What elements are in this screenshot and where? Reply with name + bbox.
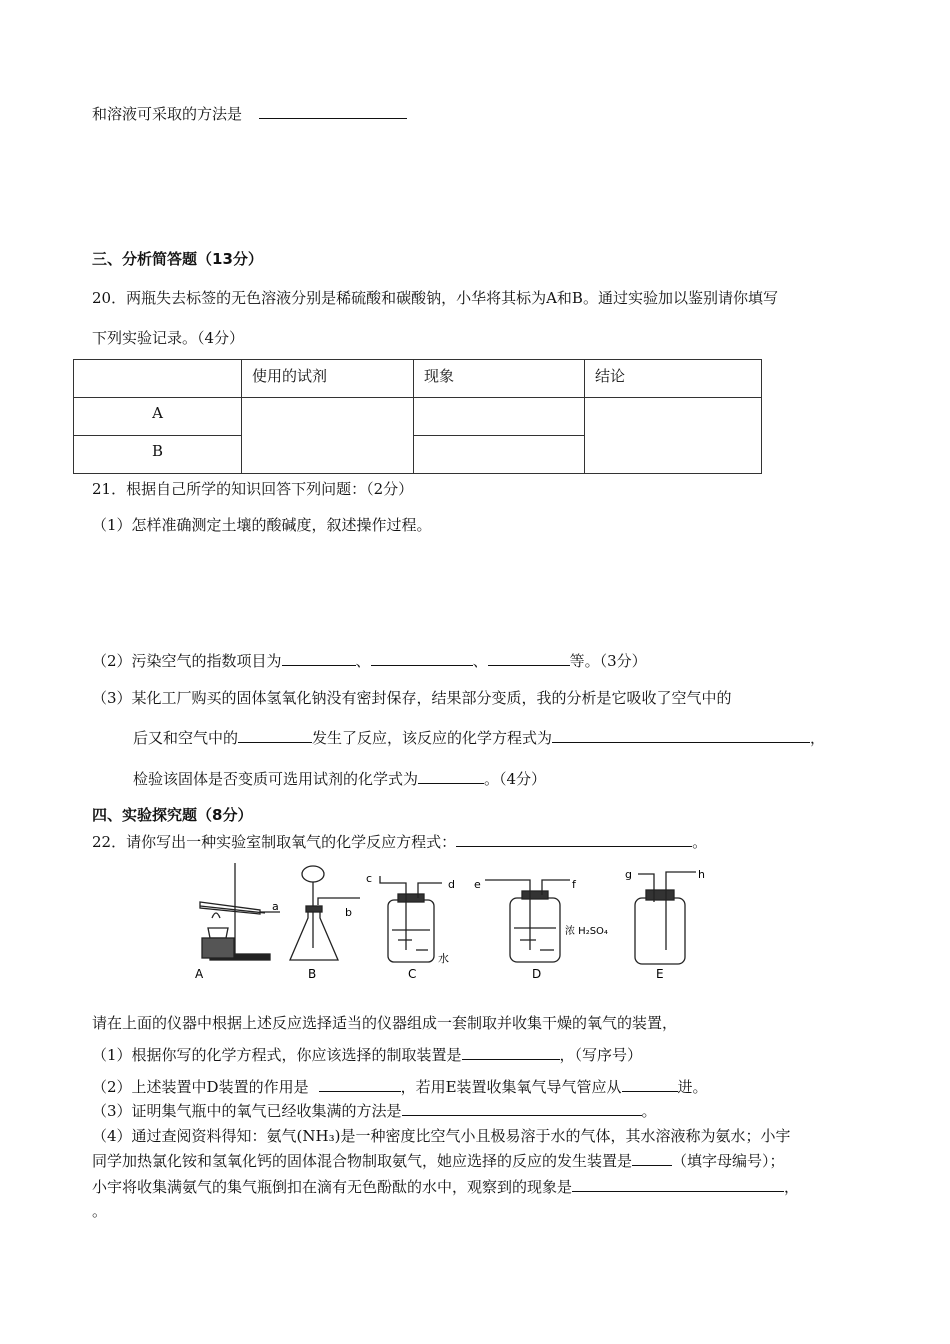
q22-p4-line2-end: （填字母编号）； <box>672 1152 785 1170</box>
phenomenon-b-cell[interactable] <box>414 436 585 474</box>
q22-p2-end: 进。 <box>677 1078 708 1096</box>
port-g: g <box>625 868 632 881</box>
port-e: e <box>474 878 481 891</box>
device-blank[interactable] <box>462 1045 560 1060</box>
q19-tail-text: 和溶液可采取的方法是 <box>92 105 243 123</box>
oxygen-equation-blank[interactable] <box>456 832 692 847</box>
q21-p3-line2 <box>133 727 825 748</box>
label-d: D <box>532 967 542 981</box>
apparatus-figure <box>180 858 770 988</box>
d-role-blank[interactable] <box>319 1077 401 1092</box>
full-check-blank[interactable] <box>402 1101 642 1116</box>
q21-p3-line2-b: 发生了反应，该反应的化学方程式为 <box>312 729 553 747</box>
q22-p2-mid: ，若用E装置收集氧气导气管应从 <box>400 1078 622 1096</box>
reactant-blank[interactable] <box>238 728 312 743</box>
label-c: C <box>408 967 417 981</box>
table-header-blank <box>74 360 242 398</box>
q21-intro: 21．根据自己所学的知识回答下列问题：（2分） <box>92 480 414 498</box>
label-b: B <box>308 967 317 981</box>
q22-p4-line3-end: ， <box>784 1178 800 1196</box>
pollutant-blank-1[interactable] <box>282 651 356 666</box>
table-header-phenomenon: 现象 <box>414 360 585 398</box>
q22-p1-text: （1）根据你写的化学方程式，你应该选择的制取装置是 <box>92 1046 462 1064</box>
pollutant-blank-2[interactable] <box>371 651 473 666</box>
q20-line1: 20．两瓶失去标签的无色溶液分别是稀硫酸和碳酸钠，小华将其标为A和B。通过实验加以鉴别请你填写 <box>92 289 778 307</box>
q22-line1-end: 。 <box>692 833 708 851</box>
table-header-conclusion: 结论 <box>585 360 762 398</box>
acid-label: 浓 H₂SO₄ <box>565 926 608 937</box>
q22-line1 <box>92 831 707 852</box>
equation-blank[interactable] <box>552 728 810 743</box>
experiment-record-table <box>73 359 762 474</box>
label-a: A <box>195 967 204 981</box>
q20-line2: 下列实验记录。（4分） <box>92 329 245 347</box>
q22-p4-line4: 。 <box>92 1202 108 1220</box>
q22-p1 <box>92 1044 642 1065</box>
ammonia-device-blank[interactable] <box>632 1151 672 1166</box>
q21-p3-line3-a: 检验该固体是否变质可选用试剂的化学式为 <box>133 770 419 788</box>
q22-p3 <box>92 1100 657 1121</box>
q21-p3-line3-b: 。（4分） <box>484 770 547 788</box>
q22-p3-end: 。 <box>641 1102 657 1120</box>
port-d: d <box>448 878 455 891</box>
q22-p4-line3 <box>92 1176 799 1197</box>
q22-p1-end: ，（写序号） <box>559 1046 643 1064</box>
q21-p3-line3 <box>133 768 546 789</box>
phenomenon-a-cell[interactable] <box>414 398 585 436</box>
port-a: a <box>272 900 279 913</box>
q22-p4-line1: （4）通过查阅资料得知：氨气(NH₃)是一种密度比空气小且极易溶于水的气体，其水溶液称为氨水；小宇 <box>92 1127 791 1145</box>
conclusion-cell[interactable] <box>585 398 762 474</box>
port-c: c <box>366 872 373 885</box>
q21-p2-end: 等。（3分） <box>569 652 647 670</box>
pollutant-blank-3[interactable] <box>488 651 570 666</box>
inlet-blank[interactable] <box>622 1077 678 1092</box>
port-h: h <box>698 868 705 881</box>
label-e: E <box>656 967 664 981</box>
section3-heading: 三、分析简答题（13分） <box>92 250 263 268</box>
table-header-reagent: 使用的试剂 <box>242 360 414 398</box>
q22-line1-text: 22．请你写出一种实验室制取氧气的化学反应方程式： <box>92 833 457 851</box>
q22-p2-text: （2）上述装置中D装置的作用是 <box>92 1078 309 1096</box>
reagent-formula-blank[interactable] <box>418 769 484 784</box>
section4-heading: 四、实验探究题（8分） <box>92 806 253 824</box>
water-label: 水 <box>438 952 449 965</box>
table-row-b-label: B <box>74 436 242 474</box>
q19-tail-line <box>92 103 407 124</box>
q19-answer-blank[interactable] <box>259 104 407 119</box>
q22-p4-line3-text: 小宇将收集满氨气的集气瓶倒扣在滴有无色酚酞的水中，观察到的现象是 <box>92 1178 573 1196</box>
q21-p1: （1）怎样准确测定土壤的酸碱度，叙述操作过程。 <box>92 516 432 534</box>
phenomenon-blank[interactable] <box>572 1177 784 1192</box>
table-row-a-label: A <box>74 398 242 436</box>
q21-p2-sep1: 、 <box>355 652 371 670</box>
q21-p2-text: （2）污染空气的指数项目为 <box>92 652 282 670</box>
q22-p2 <box>92 1076 708 1097</box>
reagent-cell[interactable] <box>242 398 414 474</box>
port-f: f <box>572 878 576 891</box>
q21-p3-line2-c: ， <box>810 729 826 747</box>
q22-p3-text: （3）证明集气瓶中的氧气已经收集满的方法是 <box>92 1102 402 1120</box>
q22-instruction: 请在上面的仪器中根据上述反应选择适当的仪器组成一套制取并收集干燥的氧气的装置， <box>92 1014 678 1032</box>
port-b: b <box>345 906 352 919</box>
q21-p3-line1: （3）某化工厂购买的固体氢氧化钠没有密封保存，结果部分变质，我的分析是它吸收了空气中的 <box>92 689 732 707</box>
q21-p2-line <box>92 650 647 671</box>
q21-p3-line2-a: 后又和空气中的 <box>133 729 239 747</box>
q21-p2-sep2: 、 <box>472 652 488 670</box>
q22-p4-line2-text: 同学加热氯化铵和氢氧化钙的固体混合物制取氨气，她应选择的反应的发生装置是 <box>92 1152 633 1170</box>
q22-p4-line2 <box>92 1150 785 1171</box>
